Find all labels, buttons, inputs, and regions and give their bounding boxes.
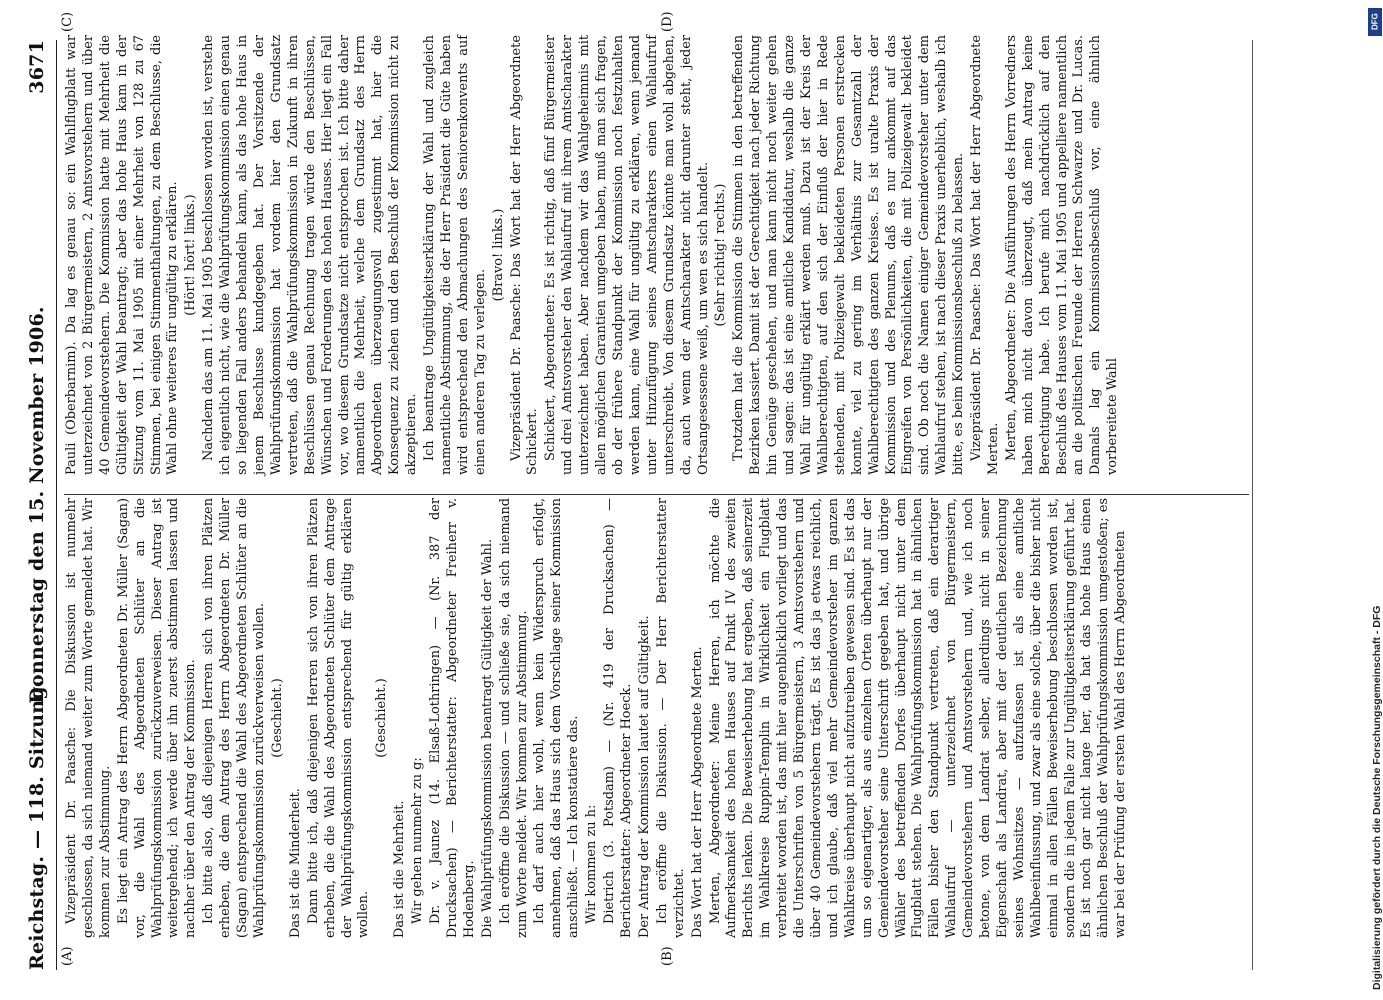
paragraph: Dann bitte ich, daß diejenigen Herren sich von ihren Plätzen erheben, die die Wahl des Abgeordneten Schlüter dem Antrage der Wahlprüfungskommission entsprechend für gültig erklären wollen.: [305, 498, 372, 938]
paragraph: Vizepräsident Dr. Paasche: Das Wort hat der Herr Abgeordnete Schickert.: [508, 35, 541, 475]
paragraph: Das ist die Mehrheit.: [392, 800, 408, 938]
stage-direction: (Hört! hört! links.): [183, 194, 199, 316]
text-column-left: [64, 498, 1131, 938]
stage-direction: (Bravo! links.): [490, 208, 506, 302]
page-number: 3671: [26, 40, 48, 94]
text-column-right: [64, 35, 1123, 475]
paragraph: Wir gehen nunmehr zu g:: [410, 757, 426, 924]
paragraph: Vizepräsident Dr. Paasche: Das Wort hat der Herr Abgeordnete Merten.: [969, 35, 1001, 475]
stage-direction: (Sehr richtig! rechts.): [713, 183, 729, 327]
paragraph: Nachdem das am 11. Mai 1905 beschlossen worden ist, verstehe ich eigentlich nicht, wie die Wahlprüfungskommission einen genau so liegenden Fall anders behandeln kann, als das hohe Haus in jenem Beschlusse kundgegeben hat. Der Vorsitzende der Wahlprüfungskommission hat vordem hier den Grundsatz vertreten, daß die Wahlprüfungskommission in Zukunft in ihren Beschlüssen genau Rechnung tragen würde den Beschlüssen, Wünschen und Forderungen des hohen Hauses. Hier liegt ein Fall vor, wo diesem Grundsatze nicht entsprochen ist. Ich bitte daher namentlich die Mehrheit, welche dem Grundsatz des Herrn Abgeordneten überzeugungsvoll zugestimmt hat, hier die Konsequenz zu ziehen und den Beschluß der Kommission nicht zu akzeptieren.: [201, 35, 420, 475]
dfg-logo: DFG: [1368, 8, 1382, 36]
margin-mark-a: (A): [60, 946, 75, 966]
paragraph: Ich bitte also, daß diejenigen Herren sich von ihren Plätzen erheben, die dem Antrag des Herrn Abgeordneten Dr. Müller (Sagan) entsprechend die Wahl des Abgeordneten Schlüter an die Wahlprüfungskommission zurückverweisen wollen.: [201, 498, 267, 938]
paragraph: Wir kommen zu h:: [584, 804, 600, 924]
speech-paragraph: Merten, Abgeordneter: Die Ausführungen des Herrn Vorredners haben mich nicht davon überzeugt, daß mein Antrag keine Berechtigung habe. Ich berufe mich nachdrücklich auf den Beschluß des Hauses vom 11. Mai 1905 und appelliere namentlich an die politischen Freunde der Herren Schwarze und Dr. Lucas. Damals lag ein Kommissionsbeschluß vor, eine ähnlich vorbereitete Wahl: [1003, 35, 1121, 475]
paragraph: Das ist die Minderheit.: [287, 788, 303, 938]
paragraph: Es liegt ein Antrag des Herrn Abgeordneten Dr. Müller (Sagan) vor, die Wahl des Abgeordneten Schlüter an die Wahlprüfungskommission zurückzuverweisen. Dieser Antrag ist weitergehend; ich werde über ihn zuerst abstimmen lassen und nachher über den Antrag der Kommission.: [115, 498, 199, 938]
footer-rule: [1252, 40, 1253, 970]
speech-paragraph: Merten, Abgeordneter: Meine Herren, ich möchte die Aufmerksamkeit des hohen Hauses auf Punkt IV des zweiten Berichts lenken. Die Beweiserhebung hat ergeben, daß seinerzeit im Wahlkreise Ruppin-Templin in Wirklichkeit ein Flugblatt verbreitet worden ist, das mit hier augenblicklich vorliegt und das die Unterschriften von 5 Bürgermeistern, 3 Amtsvorstehern und über 40 Gemeindevorstehern trägt. Es ist das ja etwas reichlich, und ich glaube, daß viel mehr Gemeindevorsteher im ganzen Wahlkreise überhaupt nicht aufzutreiben gewesen sind. Es ist das um so eigenartiger, als aus einzelnen Orten überhaupt nur der Gemeindevorsteher seine Unterschrift gegeben hat, und übrige Wähler des betreffenden Dorfes überhaupt nicht unter dem Flugblatt stehen. Die Wahlprüfungskommission hat in ähnlichen Fällen bisher den Standpunkt vertreten, daß ein derartiger Wahlaufruf — unterzeichnet von Bürgermeistern, Gemeindevorstehern und Amtsvorstehern und, wie ich noch betone, von dem Landrat selber, allerdings nicht in seiner Eigenschaft als Landrat, aber mit der deutlichen Bezeichnung seines Wohnsitzes — aufzufassen ist als eine amtliche Wahlbeeinflussung, und zwar als eine solche, über die bisher nicht einmal in allen Fällen Beweiserhebung beschlossen worden ist, sondern die in jedem Falle zur Ungültigkeitserklärung geführt hat. Es ist noch gar nicht lange her, da hat das hohe Haus einen ähnlichen Beschluß der Wahlprüfungskommission umgestoßen; es war bei der Prüfung der ersten Wahl des Herrn Abgeordneten: [707, 498, 1129, 938]
column-divider: [64, 494, 1249, 495]
margin-mark-b: (B): [660, 946, 675, 966]
paragraph: Trotzdem hat die Kommission die Stimmen in den betreffenden Bezirken kassiert. Damit ist der Gerechtigkeit nach jeder Richtung hin Genüge geschehen, und man kann nicht noch weiter gehen und sagen: das ist eine amtliche Kandidatur, weshalb die ganze Wahl für ungültig erklärt werden muß. Dazu ist der Kreis der Wahlberechtigten, auf den sich der Einfluß der hier in Rede stehenden, mit Polizeigewalt bekleideten Personen erstrecken konnte, viel zu gering im Verhältnis zur Gesamtzahl der Wahlberechtigten des ganzen Kreises. Es ist uralte Praxis der Kommission und des Plenums, daß es nur ankommt auf das Eingreifen von Persönlichkeiten, die mit Polizeigewalt bekleidet sind. Ob noch die Namen einiger Gemeindevorsteher unter dem Wahlaufruf stehen, ist nach dieser Praxis unerheblich, weshalb ich bitte, es beim Kommissionsbeschluß zu belassen.: [731, 35, 967, 475]
stage-direction: (Geschieht.): [374, 678, 390, 758]
paragraph: Der Antrag der Kommission lautet auf Gültigkeit.: [636, 615, 652, 938]
stage-direction: (Geschieht.): [269, 678, 285, 758]
paragraph: Das Wort hat der Herr Abgeordnete Merten.: [689, 646, 705, 938]
header-left: Reichstag. — 118. Sitzung.: [26, 679, 48, 970]
agenda-item: Dietrich (3. Potsdam) — (Nr. 419 der Drucksachen) — Berichterstatter: Abgeordneter Hoeck.: [602, 498, 634, 938]
paragraph: Ich eröffne die Diskussion — und schließe sie, da sich niemand zum Worte meldet. Wir kommen zur Abstimmung.: [497, 498, 530, 938]
paragraph: Die Wahlprüfungskommission beantragt Gültigkeit der Wahl.: [479, 538, 495, 938]
digitization-credit: Digitalisierung gefördert durch die Deutsche Forschungsgemeinschaft - DFG: [1371, 605, 1383, 990]
paragraph: Pauli (Oberbarnim). Da lag es genau so: ein Wahlflugblatt war unterzeichnet von 2 Bürgermeistern, 2 Amtsvorstehern und über 40 Gemeindevorstehern. Die Kommission hatte mit Mehrheit die Gültigkeit der Wahl beantragt; aber das hohe Haus kam in der Sitzung vom 11. Mai 1905 mit einer Mehrheit von 128 zu 67 Stimmen, bei einigen Stimmenthaltungen, zu dem Beschlusse, die Wahl ohne weiteres für ungültig zu erklären.: [64, 35, 181, 475]
paragraph: Ich eröffne die Diskussion. — Der Herr Berichterstatter verzichtet.: [654, 498, 687, 938]
agenda-item: Dr. v. Jaunez (14. Elsaß-Lothringen) — (Nr. 387 der Drucksachen) — Berichterstatter: Abgeordneter Freiherr v. Hodenberg.: [428, 498, 477, 938]
page-header: [22, 40, 57, 970]
header-date: Donnerstag den 15. November 1906.: [26, 306, 48, 704]
speech-paragraph: Schickert, Abgeordneter: Es ist richtig, daß fünf Bürgermeister und drei Amtsvorsteher den Wahlaufruf mit ihrem Amtscharakter unterzeichnet haben. Aber nachdem wir das Wahlgeheimnis mit allen möglichen Garantien umgeben haben, muß man sich fragen, ob der frühere Standpunkt der Kommission noch festzuhalten werden kann, eine Wahl für ungültig zu erklären, wenn jemand unter Hinzufügung seines Amtscharakters einen Wahlaufruf unterschreibt. Von diesem Grundsatz könnte man wohl abgehen, da, auch wenn der Amtscharakter nicht darunter steht, jeder Ortsangesessene weiß, um wen es sich handelt.: [543, 35, 711, 475]
margin-mark-d: (D): [660, 11, 675, 32]
paragraph: Ich darf auch hier wohl, wenn kein Widerspruch erfolgt, annehmen, daß das Haus sich dem Vorschlage seiner Kommission anschließt. — Ich konstatiere das.: [532, 498, 582, 938]
paragraph: Ich beantrage Ungültigkeitserklärung der Wahl und zugleich namentliche Abstimmung, die der Herr Präsident die Güte haben wird entsprechend den Abmachungen des Seniorenkonvents auf einen anderen Tag zu verlegen.: [422, 35, 488, 475]
paragraph: Vizepräsident Dr. Paasche: Die Diskussion ist nunmehr geschlossen, da sich niemand weiter zum Worte gemeldet hat. Wir kommen zur Abstimmung.: [64, 498, 113, 938]
margin-mark-c: (C): [60, 11, 75, 32]
